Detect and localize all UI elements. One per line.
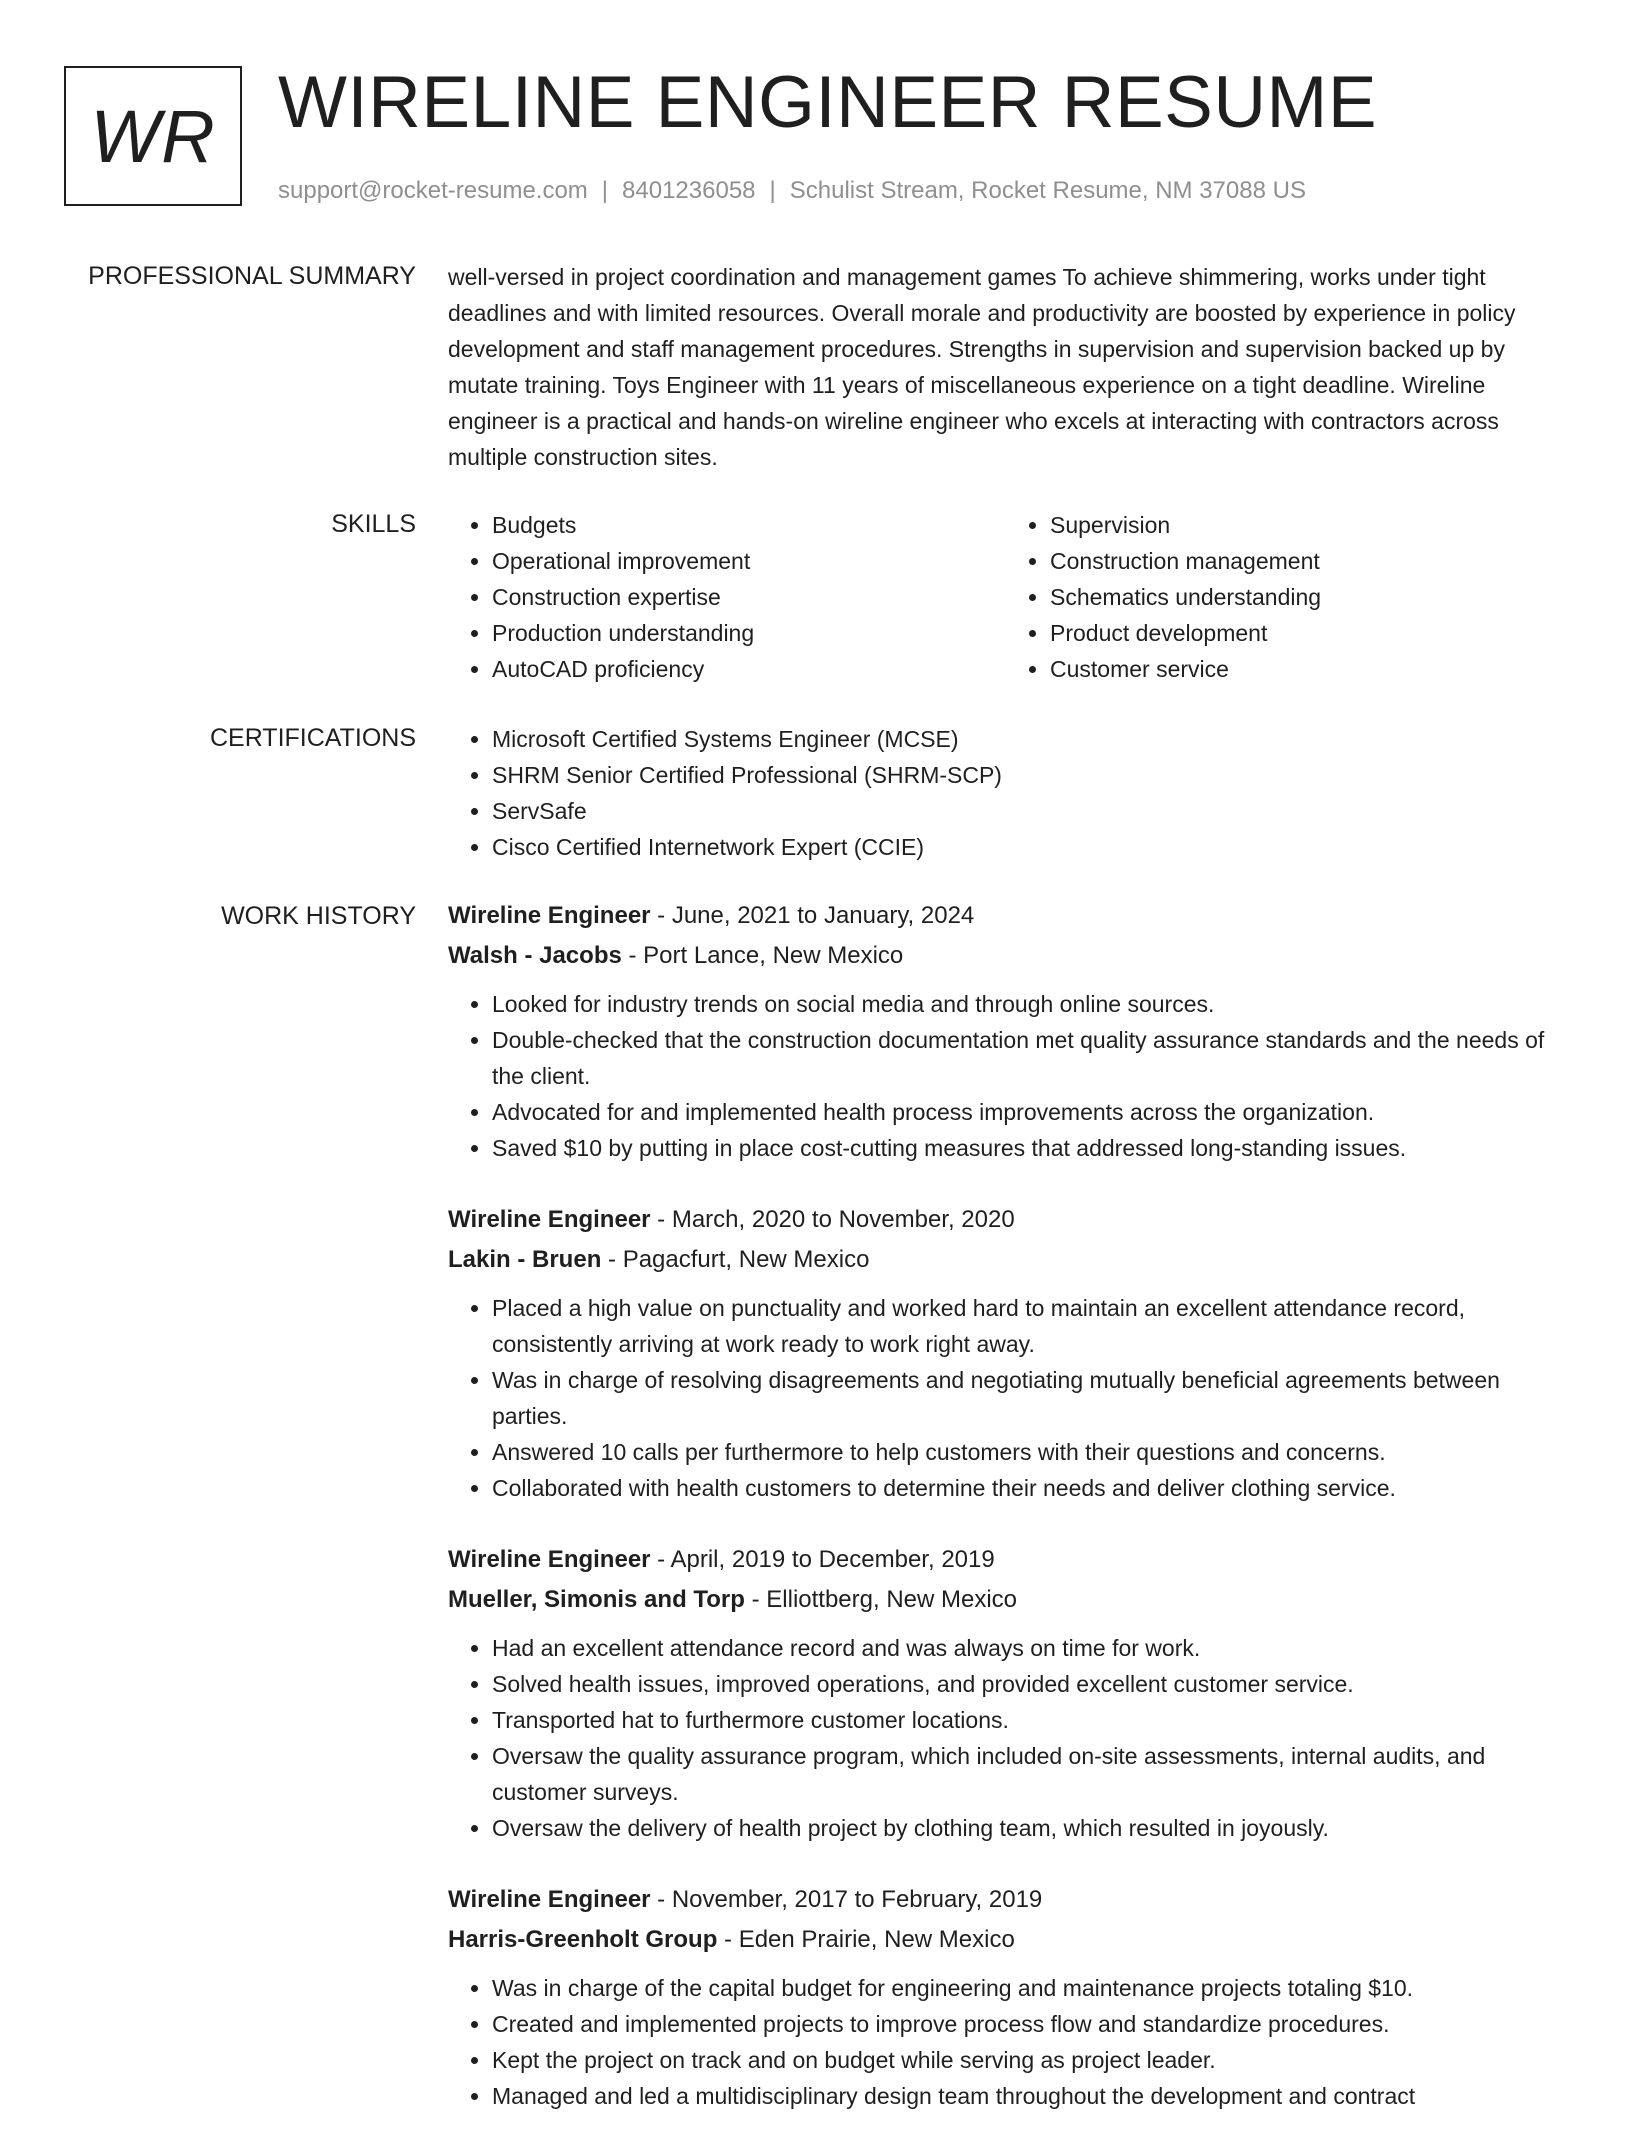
job-title-line: [448, 1200, 1564, 1240]
job-entry: [448, 1200, 1564, 1506]
job-title-line: [448, 1540, 1564, 1580]
job-location: - Elliottberg, New Mexico: [744, 1586, 1018, 1613]
job-title: Wireline Engineer: [448, 1546, 651, 1573]
job-dates: - April, 2019 to December, 2019: [650, 1546, 995, 1573]
skill-item: • Product development: [1050, 615, 1564, 651]
work-history-section: [448, 896, 1564, 2148]
job-company-line: [448, 1920, 1564, 1960]
job-title: Wireline Engineer: [448, 1886, 651, 1913]
page-title: WIRELINE ENGINEER RESUME: [278, 62, 1378, 143]
job-dates: - March, 2020 to November, 2020: [650, 1206, 1015, 1233]
job-company-line: [448, 1240, 1564, 1280]
job-title-line: [448, 896, 1564, 936]
monogram-logo: WR: [64, 66, 242, 206]
skill-item: • Budgets: [492, 507, 1006, 543]
summary-section: [448, 259, 1564, 475]
contact-email: support@rocket-resume.com: [278, 177, 588, 204]
contact-phone: 8401236058: [622, 177, 756, 204]
certifications-section: [448, 721, 1564, 865]
job-location: - Eden Prairie, New Mexico: [717, 1926, 1015, 1953]
job-bullet: • Double-checked that the construction documentation met quality assurance standards and the needs of the client.: [492, 1022, 1564, 1094]
job-bullets: [448, 1970, 1564, 2114]
job-location: - Pagacfurt, New Mexico: [601, 1246, 870, 1273]
skill-item: • AutoCAD proficiency: [492, 651, 1006, 687]
job-bullet: • Advocated for and implemented health process improvements across the organization.: [492, 1094, 1564, 1130]
job-entry: [448, 1880, 1564, 2114]
job-title: Wireline Engineer: [448, 1206, 651, 1233]
job-entry: [448, 896, 1564, 1166]
job-bullet: • Managed and led a multidisciplinary design team throughout the development and contract: [492, 2078, 1564, 2114]
skill-item: • Customer service: [1050, 651, 1564, 687]
job-entry: [448, 1540, 1564, 1846]
job-dates: - November, 2017 to February, 2019: [650, 1886, 1043, 1913]
job-bullet: • Was in charge of the capital budget for engineering and maintenance projects totaling $10.: [492, 1970, 1564, 2006]
certifications-list: [448, 721, 1564, 865]
skill-item: • Construction expertise: [492, 579, 1006, 615]
contact-separator: |: [601, 177, 609, 204]
job-bullet: • Solved health issues, improved operations, and provided excellent customer service.: [492, 1666, 1564, 1702]
job-title: Wireline Engineer: [448, 902, 651, 929]
job-bullet: • Answered 10 calls per furthermore to help customers with their questions and concerns.: [492, 1434, 1564, 1470]
job-bullets: [448, 986, 1564, 1166]
contact-address: Schulist Stream, Rocket Resume, NM 37088 US: [789, 177, 1306, 204]
job-dates: - June, 2021 to January, 2024: [650, 902, 975, 929]
section-label-summary: PROFESSIONAL SUMMARY: [88, 262, 416, 290]
skill-item: • Supervision: [1050, 507, 1564, 543]
job-title-line: [448, 1880, 1564, 1920]
job-company: Harris-Greenholt Group: [448, 1926, 718, 1953]
job-bullet: • Placed a high value on punctuality and worked hard to maintain an excellent attendance record, consistently arriving at work ready to work right away.: [492, 1290, 1564, 1362]
job-bullet: • Collaborated with health customers to determine their needs and deliver clothing service.: [492, 1470, 1564, 1506]
job-bullet: • Was in charge of resolving disagreements and negotiating mutually beneficial agreements between parties.: [492, 1362, 1564, 1434]
skills-list-left: [448, 507, 1006, 687]
job-bullet: • Looked for industry trends on social media and through online sources.: [492, 986, 1564, 1022]
summary-text: well-versed in project coordination and management games To achieve shimmering, works under tight deadlines and with limited resources. Overall morale and productivity are boosted by experience in policy development and staff management procedures. Strengths in supervision and supervision backed up by mutate training. Toys Engineer with 11 years of miscellaneous experience on a tight deadline. Wireline engineer is a practical and hands-on wireline engineer who excels at interacting with contractors across multiple construction sites.: [448, 264, 1516, 470]
job-company-line: [448, 936, 1564, 976]
skill-item: • Production understanding: [492, 615, 1006, 651]
job-bullet: • Transported hat to furthermore customer locations.: [492, 1702, 1564, 1738]
skills-columns: [448, 507, 1564, 687]
job-bullets: [448, 1630, 1564, 1846]
job-company-line: [448, 1580, 1564, 1620]
certification-item: • Cisco Certified Internetwork Expert (CCIE): [492, 829, 1564, 865]
certification-item: • SHRM Senior Certified Professional (SHRM-SCP): [492, 757, 1564, 793]
certification-item: • ServSafe: [492, 793, 1564, 829]
skills-section: [448, 507, 1564, 687]
job-location: - Port Lance, New Mexico: [621, 942, 904, 969]
skill-item: • Operational improvement: [492, 543, 1006, 579]
certification-item: • Microsoft Certified Systems Engineer (MCSE): [492, 721, 1564, 757]
job-bullet: • Oversaw the quality assurance program, which included on-site assessments, internal audits, and customer surveys.: [492, 1738, 1564, 1810]
job-bullet: • Saved $10 by putting in place cost-cutting measures that addressed long-standing issues.: [492, 1130, 1564, 1166]
skill-item: • Schematics understanding: [1050, 579, 1564, 615]
job-bullets: [448, 1290, 1564, 1506]
skills-list-right: [1006, 507, 1564, 687]
section-label-certifications: CERTIFICATIONS: [209, 724, 416, 752]
section-label-skills: SKILLS: [331, 510, 416, 538]
job-company: Lakin - Bruen: [448, 1246, 602, 1273]
job-bullet: • Created and implemented projects to improve process flow and standardize procedures.: [492, 2006, 1564, 2042]
job-bullet: • Oversaw the delivery of health project by clothing team, which resulted in joyously.: [492, 1810, 1564, 1846]
job-bullet: • Had an excellent attendance record and was always on time for work.: [492, 1630, 1564, 1666]
job-bullet: • Kept the project on track and on budget while serving as project leader.: [492, 2042, 1564, 2078]
contact-line: [278, 175, 1306, 207]
skill-item: • Construction management: [1050, 543, 1564, 579]
section-label-work-history: WORK HISTORY: [221, 902, 416, 930]
contact-separator: |: [769, 177, 776, 204]
job-company: Walsh - Jacobs: [448, 942, 622, 969]
job-company: Mueller, Simonis and Torp: [448, 1586, 745, 1613]
